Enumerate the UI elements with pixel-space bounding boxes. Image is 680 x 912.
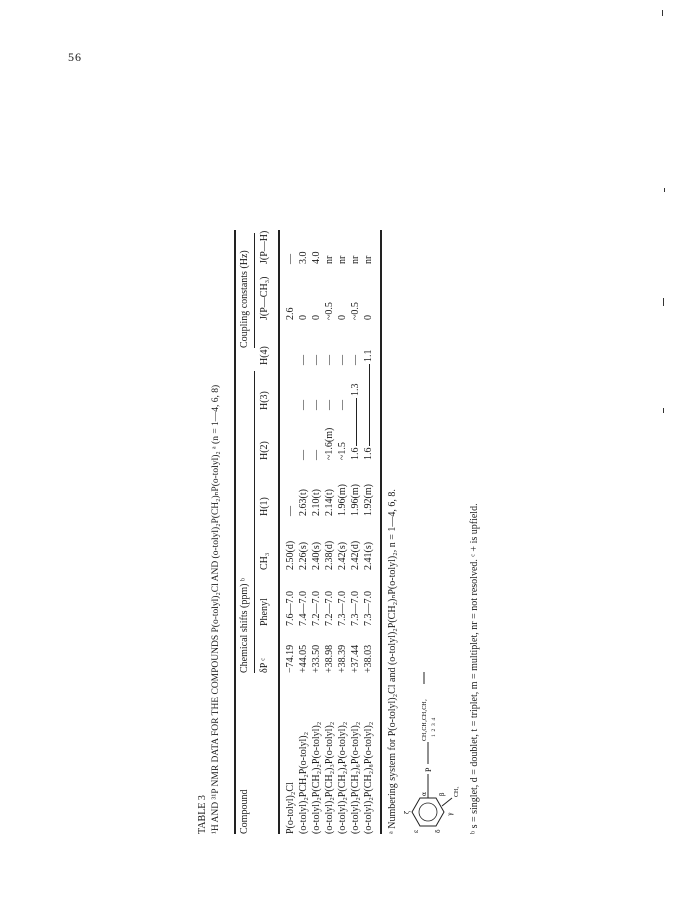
cell-jph: —: [285, 254, 296, 264]
cell-h1: 2.63(t): [298, 489, 309, 516]
table-title: ¹H AND ³¹P NMR DATA FOR THE COMPOUNDS P(o-tolyl)₂Cl AND (o-tolyl)₂P(CH₂)ₙP(o-tolyl)₂ ᵃ (n = 1—4, 6, 8): [211, 384, 221, 834]
cell-h3: —: [337, 400, 348, 410]
scan-speck: [662, 10, 663, 16]
col-header-h2: H(2): [259, 441, 270, 460]
cell-jpch3: 0: [337, 315, 348, 320]
footnote-b: ᵇ s = singlet, d = doublet, t = triplet, m = multiplet, nr = not resolved. ᶜ + is upfield.: [469, 503, 480, 834]
cell-jpch3: ~0.5: [324, 302, 335, 320]
cell-h2: 1.6: [363, 447, 374, 460]
ring-label-epsilon: ε: [413, 829, 420, 833]
bottom-rule: [380, 230, 382, 834]
cell-jph: 4.0: [311, 251, 322, 264]
cell-jph: nr: [324, 255, 335, 264]
col-header-ch3: CH₃: [259, 552, 270, 570]
cell-ch3: 2.26(s): [298, 541, 309, 570]
col-header-phenyl: Phenyl: [259, 598, 270, 626]
cell-phenyl: 7.2—7.0: [311, 591, 322, 626]
cell-h2: —: [311, 450, 322, 460]
top-rule: [234, 230, 236, 834]
footnote-a: ᵃ Numbering system for P(o-tolyl)₂Cl and (o-tolyl)₂P(CH₂)ₙP(o-tolyl)₂, n = 1—4, 6, 8.: [387, 489, 398, 834]
cell-h1: 2.10(t): [311, 489, 322, 516]
cell-phenyl: 7.3—7.0: [363, 591, 374, 626]
cell-h1: 2.14(t): [324, 489, 335, 516]
cell-h1: 1.96(m): [337, 484, 348, 516]
cell-h1: —: [285, 506, 296, 516]
table-label: TABLE 3: [197, 795, 208, 834]
col-header-h3: H(3): [259, 391, 270, 410]
cell-jpch3: 0: [298, 315, 309, 320]
scan-speck: [664, 188, 665, 192]
p-atom-label: P: [424, 767, 433, 772]
cell-jph: nr: [363, 255, 374, 264]
header-rule: [278, 230, 280, 834]
cell-h4: —: [350, 355, 361, 365]
cell-h2: 1.6: [350, 447, 361, 460]
cell-phenyl: 7.3—7.0: [350, 591, 361, 626]
cell-h2: ~1.5: [337, 442, 348, 460]
col-header-h1: H(1): [259, 497, 270, 516]
cell-jph: nr: [350, 255, 361, 264]
cell-h3: —: [298, 400, 309, 410]
ring-label-beta: β: [439, 792, 446, 796]
cell-dp: +38.03: [363, 644, 374, 673]
scan-speck: [663, 408, 664, 413]
cell-h3: —: [311, 400, 322, 410]
header-coupling: Coupling constants (Hz): [239, 250, 250, 348]
col-header-h4: H(4): [259, 346, 270, 365]
cell-h2: —: [298, 450, 309, 460]
page-number: 56: [68, 50, 82, 64]
cell-dp: +38.39: [337, 644, 348, 673]
cell-dp: +44.05: [298, 644, 309, 673]
cell-jph: nr: [337, 255, 348, 264]
cell-ch3: 2.50(d): [285, 540, 296, 570]
col-header-jph: J(P—H): [259, 230, 270, 264]
ring-label-delta: δ: [435, 829, 442, 833]
cell-compound: (o-tolyl)₂P(CH₂)₂P(o-tolyl)₂: [311, 721, 322, 834]
cell-compound: P(o-tolyl)₂Cl: [285, 782, 296, 834]
chain-label: CH₂CH₂CH₂CH₂: [422, 699, 428, 741]
cell-ch3: 2.42(s): [337, 541, 348, 570]
cell-phenyl: 7.4—7.0: [298, 591, 309, 626]
cell-jpch3: ~0.5: [350, 302, 361, 320]
header-compound: Compound: [239, 789, 250, 834]
cell-h1: 1.96(m): [350, 484, 361, 516]
benzene-ring: [412, 798, 444, 826]
cell-h4: 1.1: [363, 349, 374, 362]
cell-phenyl: 7.3—7.0: [337, 591, 348, 626]
cell-h4: —: [298, 355, 309, 365]
bond-methyl: [442, 798, 452, 806]
cell-jph: 3.0: [298, 251, 309, 264]
cell-compound: (o-tolyl)₂P(CH₂)₄P(o-tolyl)₂: [337, 721, 348, 834]
cell-compound: (o-tolyl)₂P(CH₂)₃P(o-tolyl)₂: [324, 721, 335, 834]
chain-numbers: 1 2 3 4: [431, 717, 437, 737]
cell-dp: −74.19: [285, 644, 296, 673]
aromatic-circle: [419, 803, 437, 821]
cell-compound: (o-tolyl)₂P(CH₂)₆P(o-tolyl)₂: [350, 721, 361, 834]
methyl-label: CH₃: [454, 786, 460, 797]
cell-jpch3: 0: [311, 315, 322, 320]
cell-dp: +33.50: [311, 644, 322, 673]
cell-phenyl: 7.6—7.0: [285, 591, 296, 626]
col-header-dp: δP ᶜ: [259, 658, 270, 673]
cell-compound: (o-tolyl)₂P(CH₂)₈P(o-tolyl)₂: [363, 721, 374, 834]
col-header-jpch3: J(P—CH₃): [259, 276, 270, 320]
cell-h4: —: [324, 355, 335, 365]
cell-jpch3: 2.6: [285, 307, 296, 320]
cell-h3: 1.3: [350, 383, 361, 396]
numbering-structure-diagram: [402, 654, 462, 834]
shifts-underline: [254, 371, 255, 673]
cell-phenyl: 7.2—7.0: [324, 591, 335, 626]
range-line: [356, 398, 357, 446]
ring-label-zeta: ζ: [404, 810, 411, 814]
cell-h4: —: [337, 355, 348, 365]
cell-jpch3: 0: [363, 315, 374, 320]
cell-ch3: 2.38(d): [324, 540, 335, 570]
coupling-underline: [254, 233, 255, 348]
cell-dp: +38.98: [324, 644, 335, 673]
rotated-table-block: [198, 78, 498, 838]
cell-h3: —: [324, 400, 335, 410]
ring-label-alpha: α: [421, 791, 428, 796]
scan-speck: [663, 298, 664, 306]
range-line: [369, 364, 370, 446]
header-chemical-shifts: Chemical shifts (ppm) ᵇ: [239, 577, 250, 673]
cell-dp: +37.44: [350, 644, 361, 673]
cell-ch3: 2.40(s): [311, 541, 322, 570]
cell-compound: (o-tolyl)₂PCH₂P(o-tolyl)₂: [298, 731, 309, 834]
ring-label-gamma: γ: [447, 812, 454, 816]
cell-h4: —: [311, 355, 322, 365]
cell-ch3: 2.42(d): [350, 540, 361, 570]
cell-h1: 1.92(m): [363, 484, 374, 516]
cell-ch3: 2.41(s): [363, 541, 374, 570]
cell-h2: ~1.6(m): [324, 427, 335, 460]
